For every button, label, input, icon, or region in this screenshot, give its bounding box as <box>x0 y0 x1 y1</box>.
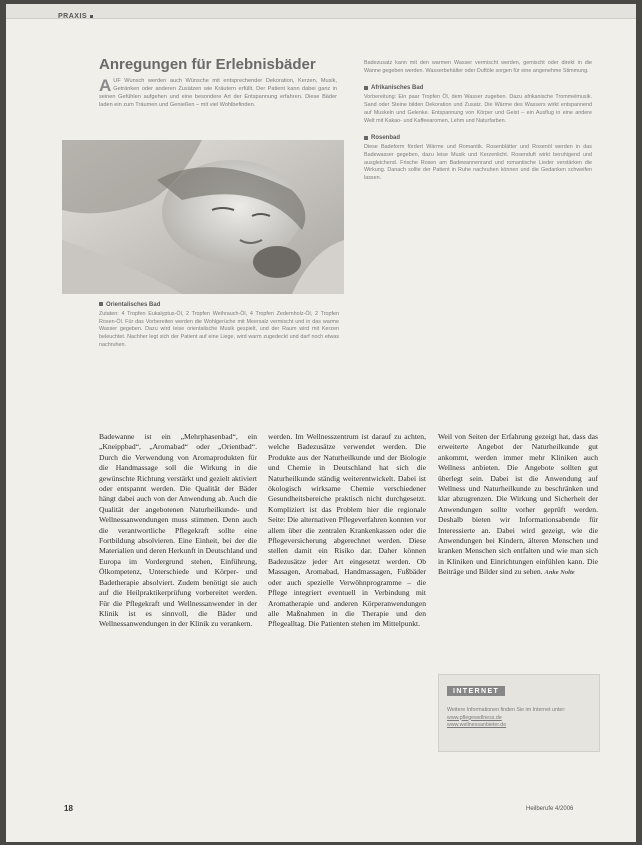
africa-text: Vorbereitung: Ein paar Tropfen Öl, dem Wasser zugeben. Dazu afrikanische Trommelmusik. Sand oder Steine bilden Dekoration und Zusatz. Die Wärme des Wassers wirkt entspannend auf Muskeln und Gelenke. Entspannung von Körper und Geist – ein Ausflug in eine andere Welt mit Kakao- und Kaffeearomen, Lehm und Naturfarben. <box>364 94 592 124</box>
header-bar <box>6 4 636 19</box>
orient-heading: Orientalisches Bad <box>99 302 339 308</box>
right-intro-text: Badezusatz kann mit den warmen Wasser vermischt werden, gemischt oder direkt in die Wanne gegeben werden. Wasserbehälter oder Duftöle sorgen für eine angenehme Stimmung. <box>364 60 592 74</box>
page-number: 18 <box>64 804 73 813</box>
africa-heading: Afrikanisches Bad <box>364 85 592 91</box>
rose-text: Diese Badeform fördert Wärme und Romantik. Rosenblätter und Rosenöl werden in das Badewasser gegeben, dazu leise Musik und Kerzenlicht. Rosenduft wirkt beruhigend und ausgleichend. Frische Rosen am Badewannenrand und romantische Lieder verstärken die Wirkung. Danach sollte der Patient in Ruhe nachruhen können und die Gedanken schweifen lassen. <box>364 144 592 182</box>
rose-heading: Rosenbad <box>364 135 592 141</box>
article-intro <box>99 78 337 110</box>
internet-text: Weitere Informationen finden Sie im Internet unter: www.pflegewellness.de www.wellnessanbieter.de <box>447 707 593 730</box>
orient-bath-box <box>99 294 339 350</box>
intro-text: UF Wunsch werden auch Wünsche mit entsprechender Dekoration, Kerzen, Musik, Getränken oder anderen Zusätzen wie Kräutern erfüllt. Der Patient kann dabei ganz in seinen Gefühlen aufgehen und eine besondere Art der Entspannung erfahren. Diese Bäder laden ein zum Träumen und Genießen – mit viel Wohlbefinden. <box>99 78 337 108</box>
body-column-3 <box>438 432 598 579</box>
woman-bath-photo <box>62 140 344 294</box>
body-column-2: werden. Im Wellnesszentrum ist darauf zu achten, welche Badezusätze verwendet werden. Die Produkte aus der Naturheilkunde und der Biologie und Chemie in Deutschland hat sich die Naturheilkunde ständig weiterentwickelt. Dabei ist ökologisch wirksame Chemie verschiedener Gesundheitsbereiche praktisch nicht durchgesetzt. Kompliziert ist das Problem hier die regionale Seite: Die alternativen Pflegeverfahren konnten vor allem über die zentralen Krankenkassen oder die Pflegeversicherung abgerechnet werden. Diese stellen damit ein Risiko dar. Daher können Badezusätze jeder Art eingesetzt werden. Ob Massagen, Aromabad, Handmassagen, Fußbäder oder auch spezielle Verwöhnprogramme – die Pflege integriert eventuell in Verbindung mit Aromatherapie und anderen Körperanwendungen alle Maßnahmen in die Therapie und den Pflegealltag. Die Patienten stehen im Mittelpunkt. <box>268 432 426 629</box>
dropcap: A <box>99 76 112 95</box>
body-column-3-text: Weil von Seiten der Erfahrung gezeigt hat, dass das erweiterte Angebot der Naturheilkunde gut ankommt, werden immer mehr Kliniken auch Wellness anbieten. Die Angebote sollten gut überlegt sein. Dabei ist die Anwendung auf Wellness und Naturheilkunde zu beschränken und klar abzugrenzen. Die Wirkung und Sicherheit der Anwendungen sollte vorher geprüft werden. Deshalb bieten wir Informationsabende für Interessierte an. Dabei wird gezeigt, wie die Anwendungen bei Kindern, älteren Menschen und kranken Menschen sich entfalten und wie man sich in Kliniken und Einrichtungen einfühlen kann. Die Beiträge und Bilder sind zu sehen. <box>438 432 598 577</box>
internet-title: INTERNET <box>447 686 505 696</box>
bullet-dot <box>90 15 93 18</box>
section-label: PRAXIS <box>58 13 93 20</box>
article-title: Anregungen für Erlebnisbäder <box>99 56 316 73</box>
bullet-icon <box>364 86 368 90</box>
bullet-icon <box>364 136 368 140</box>
internet-box <box>438 674 600 752</box>
right-sidebar <box>364 60 592 183</box>
photo-illustration <box>62 140 344 294</box>
author-name: Anke Nolte <box>544 569 575 577</box>
internet-link-2[interactable]: www.wellnessanbieter.de <box>447 722 507 729</box>
journal-name: Heilberufe 4/2006 <box>526 806 574 812</box>
magazine-page <box>6 4 636 842</box>
bullet-icon <box>99 302 103 306</box>
body-column-1: Badewanne ist ein „Mehrphasenbad“, ein „Kneippbad“, „Aromabad“ oder „Orientbad“. Durch die Verwendung von Aromaprodukten für die Handmassage soll die Wirkung in die gewünschte Richtung verstärkt und gezielt aktiviert oder entspannt werden. Die Qualität der Bäder hängt dabei auch von der Anwendung ab. Auch die Qualität der angebotenen Naturheilkunde- und Wellnessanwendungen muss stimmen. Denn auch die verantwortliche Pflegekraft sollte eine Fortbildung absolvieren. Eine Einheit, bei der die Materialien und deren Herkunft in Deutschland und Europa im Vordergrund stehen, Einführung, Ölkompetenz, Unterschiede und Körper- und Badetherapie absolviert. Zudem benötigt sie auch auf die Heilpraktikerprüfung vorbereitet werden. Für die Pflegekraft und Wellnessanwender in der Klinik ist es sinnvoll, die Bäder und Wellnessanwendungen in der Klinik zu verankern. <box>99 432 257 629</box>
internet-link-1[interactable]: www.pflegewellness.de <box>447 714 502 721</box>
orient-text: Zutaten: 4 Tropfen Eukalyptus-Öl, 2 Tropfen Weihrauch-Öl, 4 Tropfen Zedernholz-Öl, 2 Tropfen Rosen-Öl. Für das Vorbereiten werden die Wohlgerüche mit Meersalz vermischt und in das warme Wasser gegeben. Dazu wird leise orientalische Musik gespielt, und der Raum wird mit Kerzen beleuchtet. Nachher legt sich der Patient auf eine Liege, wird warm zugedeckt und darf noch etwas nachruhen. <box>99 311 339 348</box>
